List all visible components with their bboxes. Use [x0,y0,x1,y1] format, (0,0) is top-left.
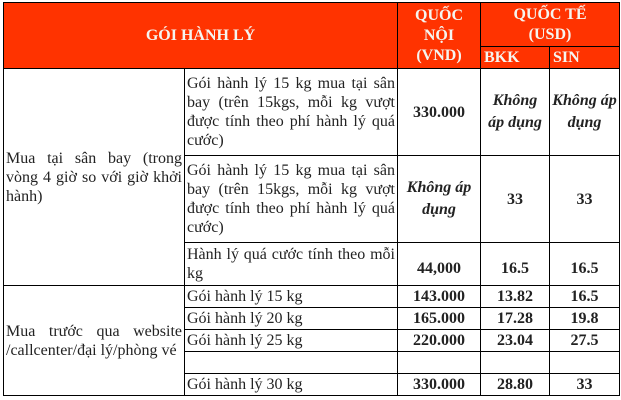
price-sin: 33 [550,156,620,243]
row-desc: Gói hành lý 30 kg [185,374,398,396]
price-bkk [481,352,550,374]
price-bkk: 33 [481,156,550,243]
header-domestic-vnd: QUỐC NỘI (VND) [398,3,481,69]
price-vnd: 330.000 [398,374,481,396]
price-vnd: 220.000 [398,330,481,352]
row-desc: Gói hành lý 25 kg [185,330,398,352]
price-bkk: 23.04 [481,330,550,352]
price-vnd: 143.000 [398,286,481,308]
category-airport: Mua tại sân bay (trong vòng 4 giờ so với giờ khởi hành) [4,69,185,286]
price-vnd: Không áp dụng [398,156,481,243]
price-bkk: 17.28 [481,308,550,330]
row-desc: Gói hành lý 20 kg [185,308,398,330]
price-bkk: 13.82 [481,286,550,308]
price-vnd: 165.000 [398,308,481,330]
price-vnd: 44,000 [398,243,481,286]
price-sin: 33 [550,374,620,396]
price-bkk: Không áp dụng [481,69,550,156]
price-sin: 27.5 [550,330,620,352]
price-vnd: 330.000 [398,69,481,156]
header-international-usd: QUỐC TẾ (USD) [481,3,620,47]
price-sin: Không áp dụng [550,69,620,156]
price-sin: 16.5 [550,243,620,286]
row-desc: Gói hành lý 15 kg [185,286,398,308]
row-desc: Gói hành lý 15 kg mua tại sân bay (trên 15kgs, mỗi kg vượt được tính theo phí hành lý quá cước) [185,156,398,243]
price-sin: 19.8 [550,308,620,330]
baggage-fee-table [3,2,620,396]
header-sin: SIN [550,47,620,69]
row-desc [185,352,398,374]
price-sin: 16.5 [550,286,620,308]
category-prepurchase: Mua trước qua website /callcenter/đại lý/phòng vé [4,286,185,396]
price-vnd [398,352,481,374]
header-package: GÓI HÀNH LÝ [4,3,398,69]
header-bkk: BKK [481,47,550,69]
price-bkk: 16.5 [481,243,550,286]
row-desc: Hành lý quá cước tính theo mỗi kg [185,243,398,286]
row-desc: Gói hành lý 15 kg mua tại sân bay (trên 15kgs, mỗi kg vượt được tính theo phí hành lý quá cước) [185,69,398,156]
price-sin [550,352,620,374]
price-bkk: 28.80 [481,374,550,396]
table-row [4,286,620,308]
table-row [4,69,620,156]
